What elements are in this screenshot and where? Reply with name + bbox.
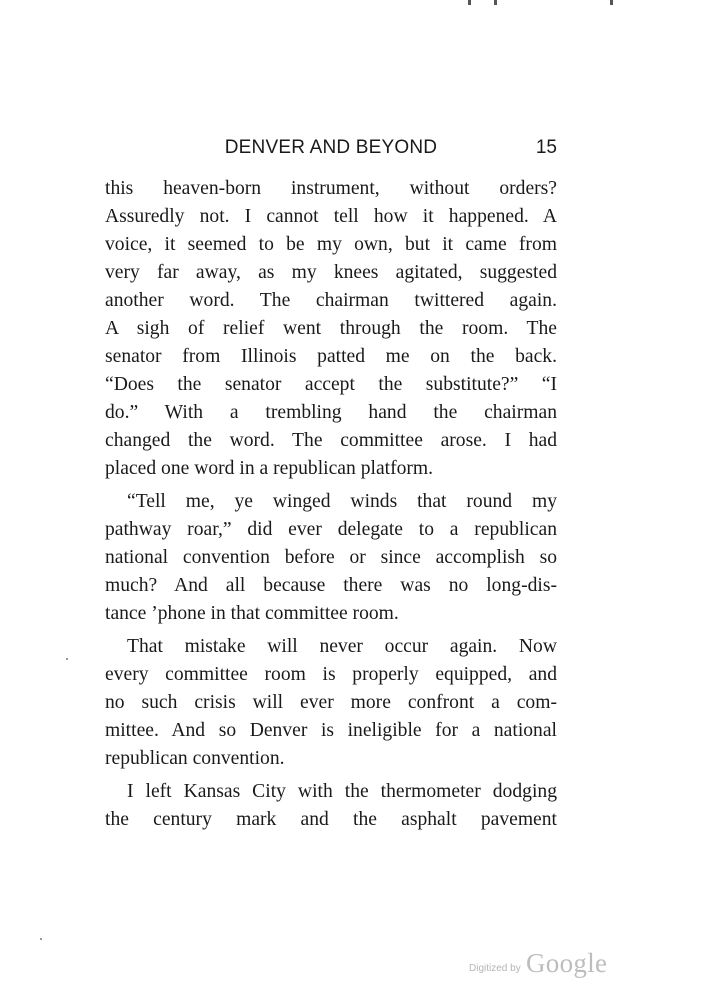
text-line: “Does the senator accept the substitute?” “I (105, 374, 557, 395)
text-line: another word. The chairman twittered again. (105, 290, 557, 311)
scan-edge-mark (468, 0, 471, 5)
paragraph (105, 633, 557, 773)
text-line: this heaven-born instrument, without orders? (105, 178, 557, 199)
digitized-by-text: Digitized by (469, 963, 521, 974)
page-number: 15 (535, 137, 557, 158)
text-line: every committee room is properly equipped, and (105, 664, 557, 685)
text-line: voice, it seemed to be my own, but it came from (105, 234, 557, 255)
text-line: placed one word in a republican platform. (105, 458, 434, 479)
text-line: republican convention. (105, 748, 285, 769)
text-line: very far away, as my knees agitated, suggested (105, 262, 557, 283)
running-head (105, 137, 557, 163)
paragraph (105, 488, 557, 628)
body-text (105, 175, 557, 834)
digitized-watermark (469, 948, 619, 982)
text-line: do.” With a trembling hand the chairman (105, 402, 557, 423)
text-line: I left Kansas City with the thermometer dodging (127, 781, 557, 802)
text-line: Assuredly not. I cannot tell how it happened. A (105, 206, 557, 227)
text-line: national convention before or since accomplish so (105, 547, 557, 568)
paragraph (105, 778, 557, 834)
text-line: much? And all because there was no long-dis- (105, 575, 557, 596)
text-line: mittee. And so Denver is ineligible for a national (105, 720, 557, 741)
google-logo: Google (526, 948, 608, 978)
paragraph (105, 175, 557, 483)
text-line: tance ’phone in that committee room. (105, 603, 399, 624)
text-line: changed the word. The committee arose. I had (105, 430, 557, 451)
scan-speck (66, 658, 68, 660)
scan-edge-mark (610, 0, 613, 5)
scan-speck (40, 938, 42, 940)
text-line: “Tell me, ye winged winds that round my (127, 491, 557, 512)
text-line: senator from Illinois patted me on the back. (105, 346, 557, 367)
text-line: no such crisis will ever more confront a com- (105, 692, 557, 713)
text-line: pathway roar,” did ever delegate to a republican (105, 519, 557, 540)
text-line: A sigh of relief went through the room. The (105, 318, 557, 339)
text-line: the century mark and the asphalt pavement (105, 809, 557, 830)
scan-edge-mark (494, 0, 497, 5)
running-title: DENVER AND BEYOND (224, 137, 438, 158)
text-line: That mistake will never occur again. Now (127, 636, 557, 657)
